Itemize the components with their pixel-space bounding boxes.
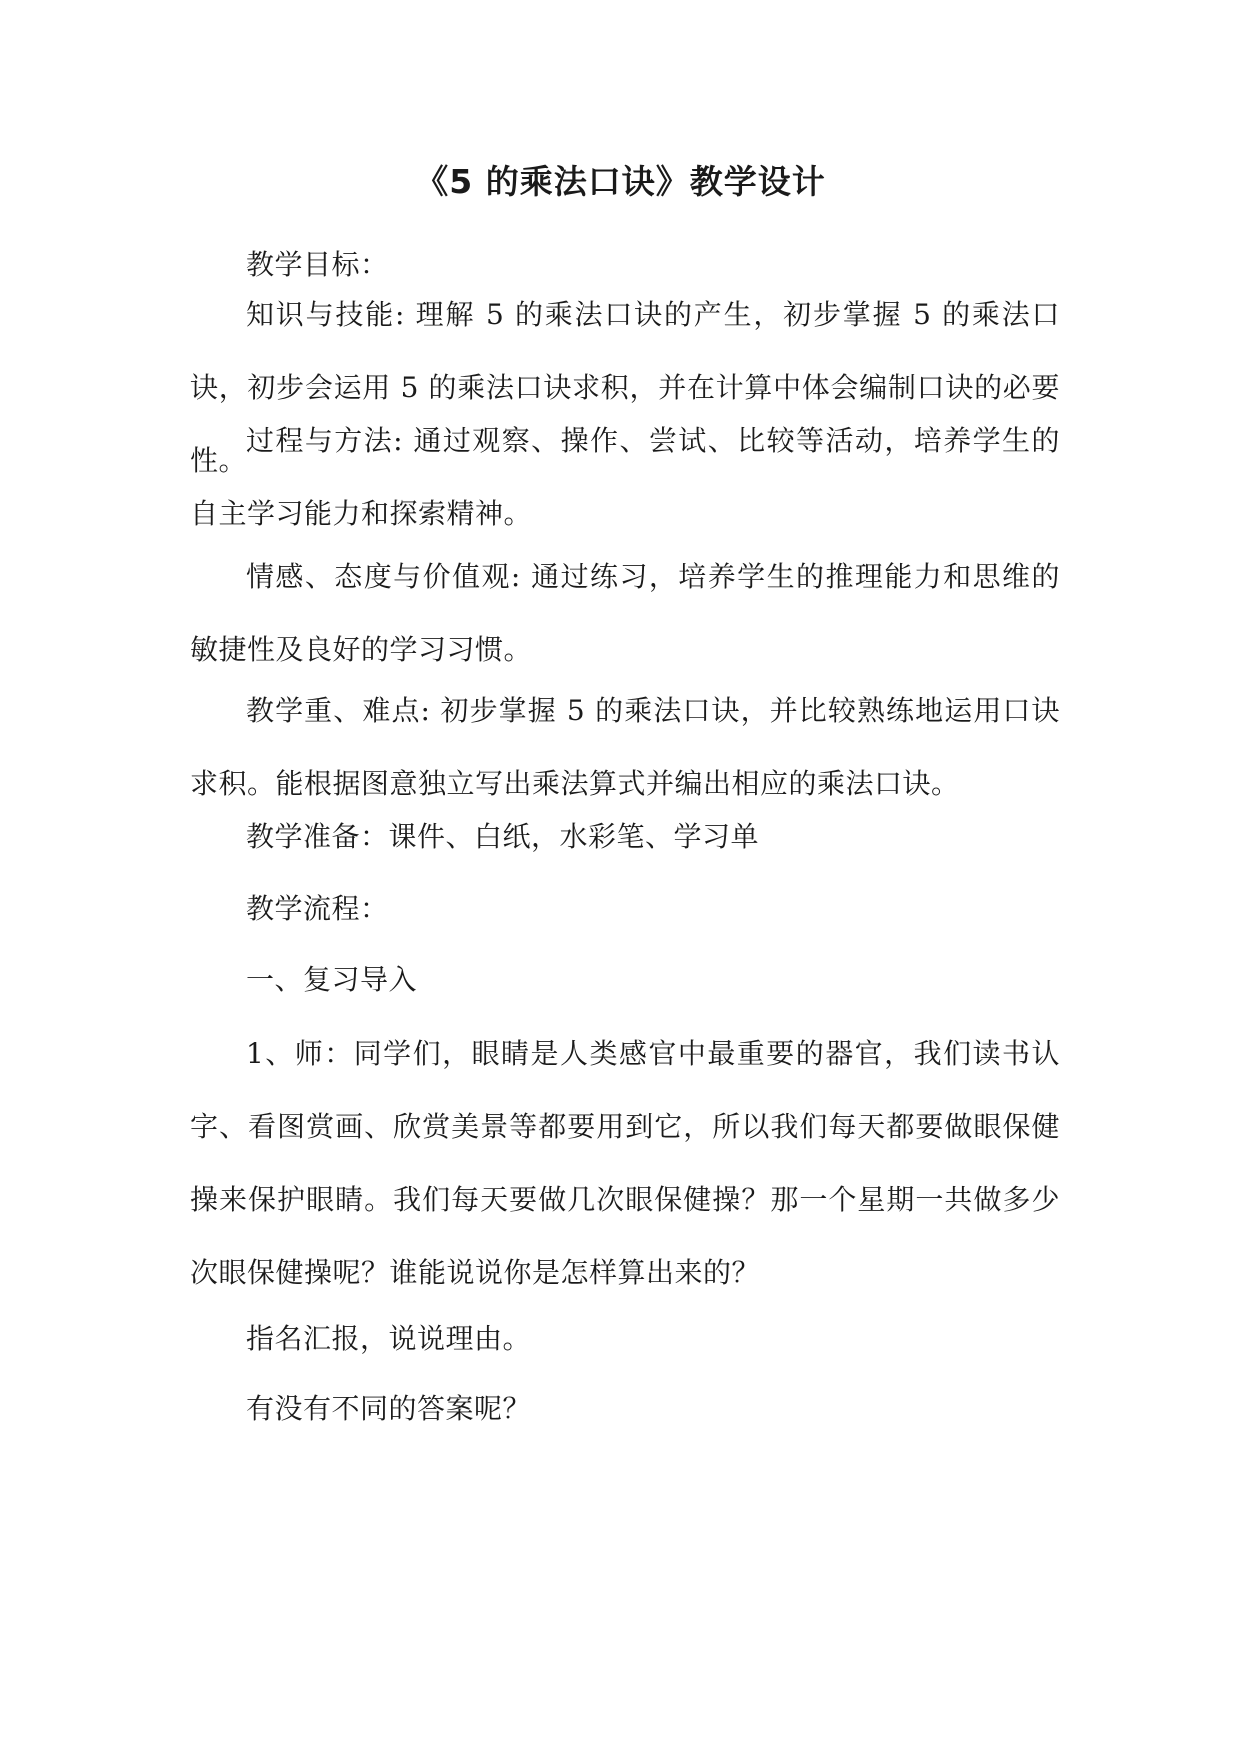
paragraph-process-methods: 过程与方法: 通过观察、操作、尝试、比较等活动，培养学生的自主学习能力和探索精神。 [190,424,1060,530]
paragraph-teaching-goals-heading: 教学目标： [246,248,389,281]
paragraph-teaching-preparation: 教学准备：课件、白纸，水彩笔、学习单 [246,820,760,853]
paragraph-teacher-question: 1、师：同学们，眼睛是人类感官中最重要的器官，我们读书认字、看图赏画、欣赏美景等都要用到它，所以我们每天都要做眼保健操来保护眼睛。我们每天要做几次眼保健操？那一个星期一共做多少次眼保健操呢？谁能说说你是怎样算出来的？ [190,1037,1060,1289]
paragraph-knowledge-skills: 知识与技能: 理解 5 的乘法口诀的产生，初步掌握 5 的乘法口诀，初步会运用 5 的乘法口诀求积，并在计算中体会编制口诀的必要性。 [190,298,1060,477]
paragraph-key-difficulties: 教学重、难点: 初步掌握 5 的乘法口诀，并比较熟练地运用口诀求积。能根据图意独立写出乘法算式并编出相应的乘法口诀。 [190,694,1060,800]
paragraph-report-reason: 指名汇报，说说理由。 [246,1322,532,1355]
document-title: 《5 的乘法口诀》教学设计 [415,162,826,201]
paragraph-different-answers: 有没有不同的答案呢？ [246,1392,532,1425]
paragraph-teaching-process-heading: 教学流程： [246,892,389,925]
paragraph-emotion-attitude: 情感、态度与价值观: 通过练习，培养学生的推理能力和思维的敏捷性及良好的学习习惯。 [190,560,1060,666]
paragraph-section-review-intro: 一、复习导入 [246,963,418,996]
